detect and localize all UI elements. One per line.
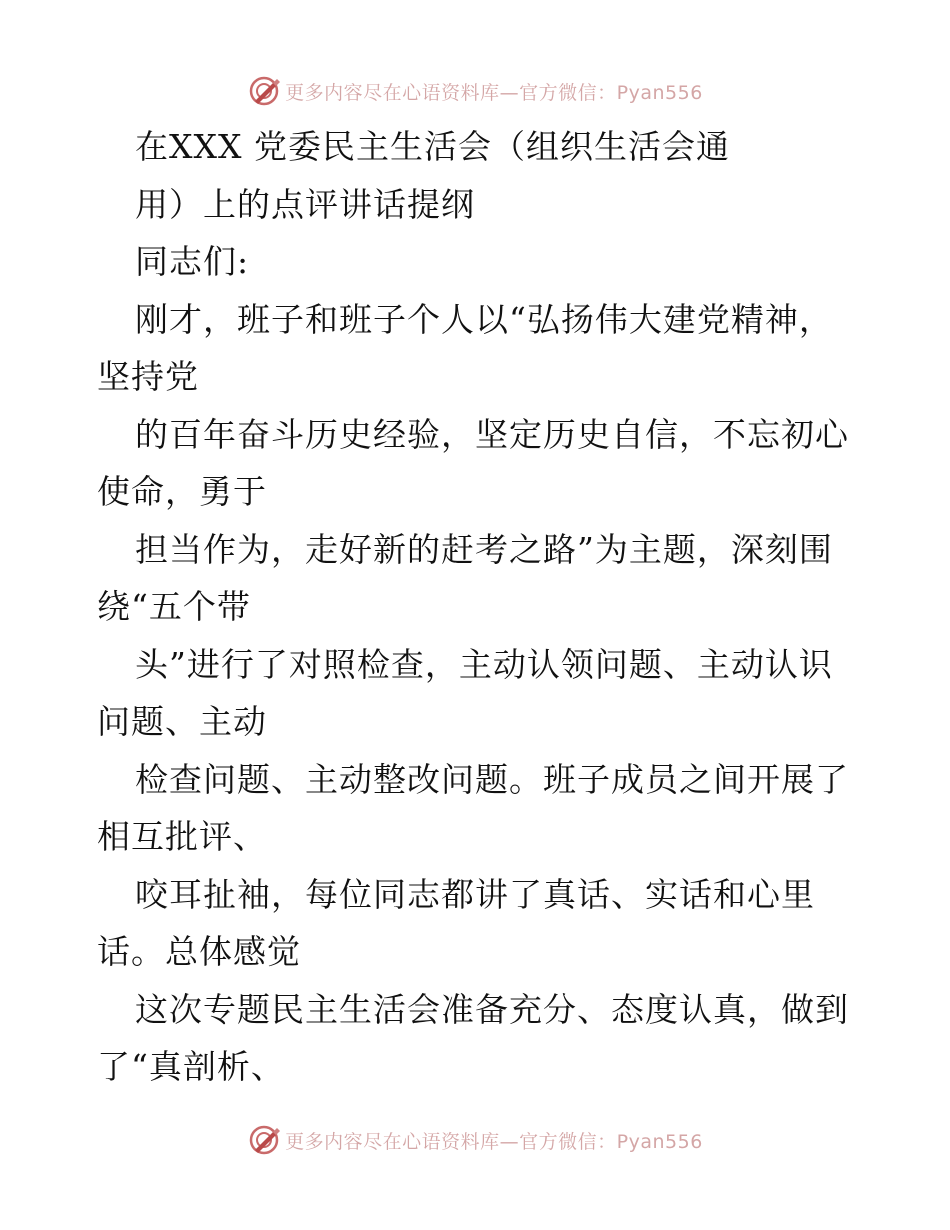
salutation: 同志们: xyxy=(135,242,250,281)
watermark-text: 更多内容尽在心语资料库—官方微信：Pyan556 xyxy=(285,1130,703,1153)
text-line: 的百年奋斗历史经验，坚定历史自信，不忘初心 xyxy=(135,414,849,454)
header-watermark xyxy=(0,71,950,111)
title-line-1: 在XXX 党委民主生活会（组织生活会通 xyxy=(135,127,730,166)
text-line: 咬耳扯袖，每位同志都讲了真话、实话和心里 xyxy=(135,874,815,914)
text-line: 这次专题民主生活会准备充分、态度认真，做到 xyxy=(135,989,849,1029)
title-line-2: 用）上的点评讲话提纲 xyxy=(135,184,475,224)
text-line: 使命，勇于 xyxy=(97,472,267,511)
pen-logo-icon xyxy=(247,74,281,108)
watermark-text: 更多内容尽在心语资料库—官方微信：Pyan556 xyxy=(285,81,703,104)
footer-watermark xyxy=(0,1120,950,1160)
text-line: 问题、主动 xyxy=(97,702,267,741)
text-line: 绕“五个带 xyxy=(97,587,251,626)
text-line: 坚持党 xyxy=(97,357,199,396)
text-line: 了“真剖析、 xyxy=(97,1047,285,1086)
document-body xyxy=(97,118,857,1096)
text-line: 头”进行了对照检查，主动认领问题、主动认识 xyxy=(135,644,833,684)
text-line: 检查问题、主动整改问题。班子成员之间开展了 xyxy=(135,759,849,799)
text-line: 担当作为，走好新的赶考之路”为主题，深刻围 xyxy=(135,529,833,569)
pen-logo-icon xyxy=(247,1123,281,1157)
text-line: 相互批评、 xyxy=(97,817,267,856)
text-line: 话。总体感觉 xyxy=(97,932,301,971)
text-line: 刚才，班子和班子个人以“弘扬伟大建党精神， xyxy=(135,299,833,339)
